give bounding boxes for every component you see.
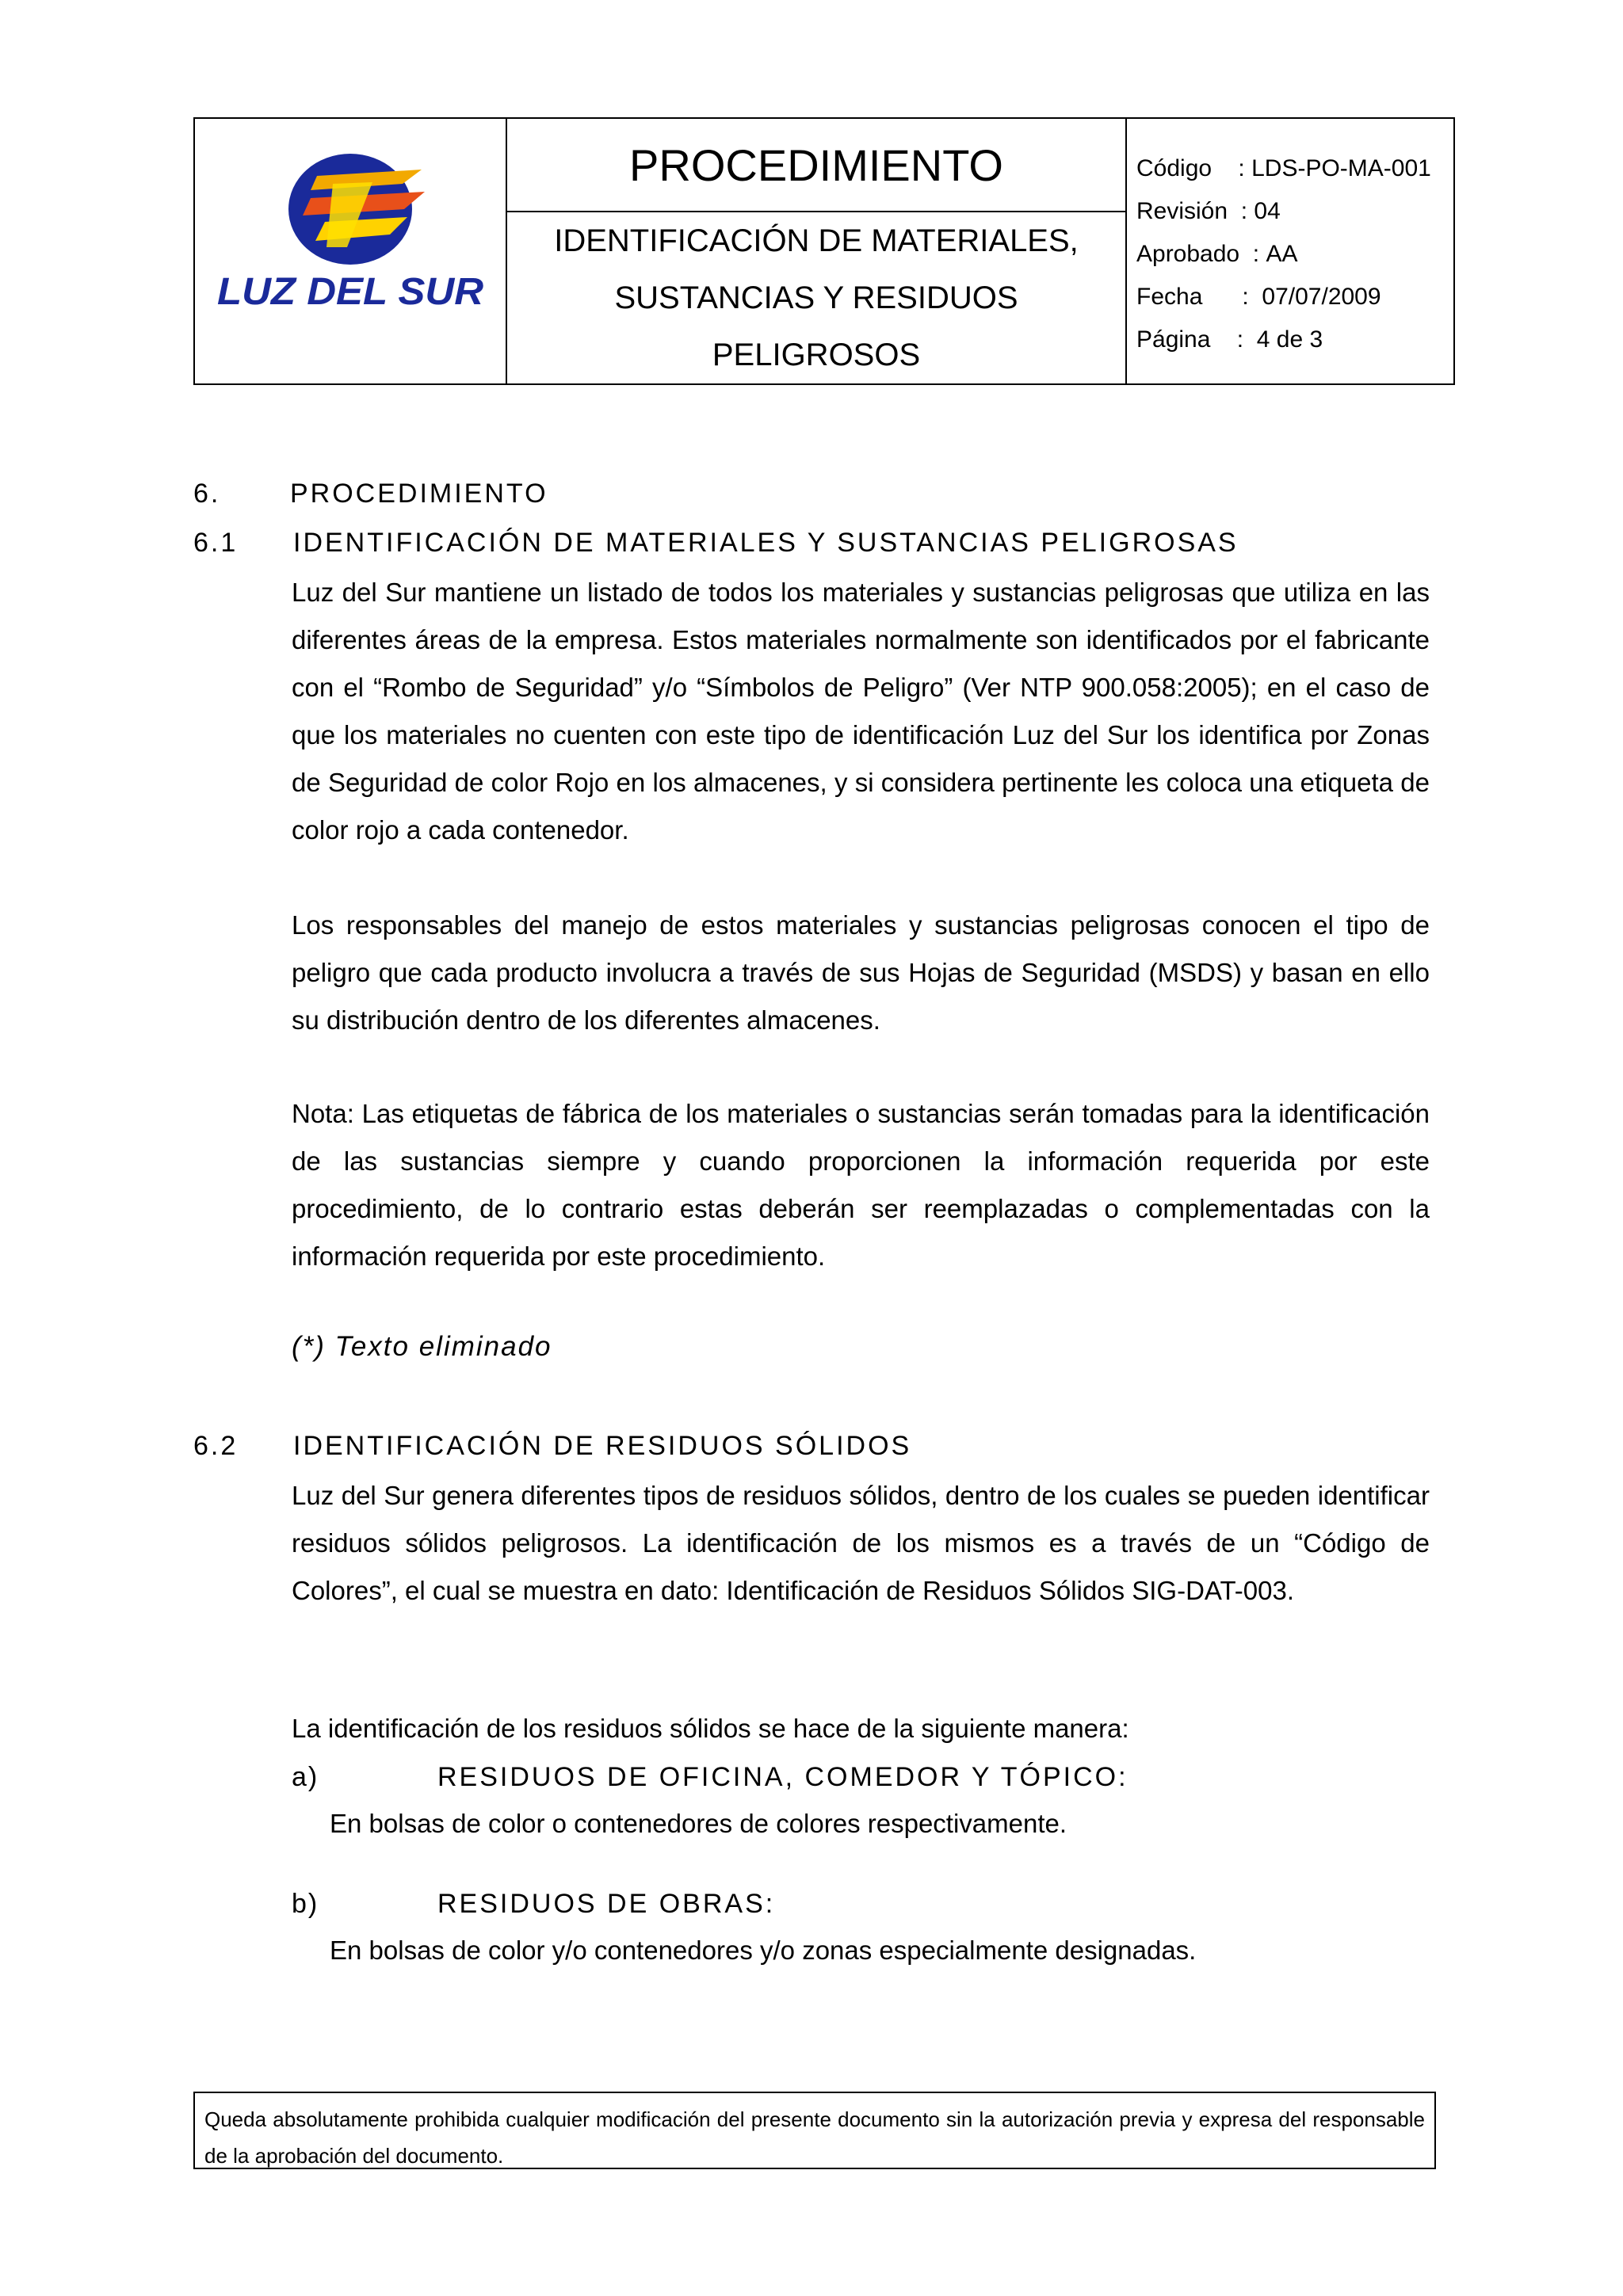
section-title: PROCEDIMIENTO xyxy=(290,479,548,509)
document-title-line-2: SUSTANCIAS Y RESIDUOS xyxy=(614,280,1018,315)
paragraph: Nota: Las etiquetas de fábrica de los materiales o sustancias serán tomadas para la identificación de las sustancias siempre y cuando proporcionen la información requerida por este procedimiento, de lo contrario estas deberán ser reemplazadas o complementadas con la información requerida por este procedimiento. xyxy=(292,1099,1430,1271)
title-cell xyxy=(507,119,1127,383)
meta-page: Página : 4 de 3 xyxy=(1136,326,1323,353)
removed-text-note: (*) Texto eliminado xyxy=(292,1331,552,1362)
paragraph: Luz del Sur mantiene un listado de todos los materiales y sustancias peligrosas que utiliza en las diferentes áreas de la empresa. Estos materiales normalmente son identificados por el fabricante con el “Rombo de Seguridad” y/o “Símbolos de Peligro” (Ver NTP 900.058:2005); en el caso de que los materiales no cuenten con este tipo de identificación Luz del Sur los identifica por Zonas de Seguridad de color Rojo en los almacenes, y si considera pertinente les coloca una etiqueta de color rojo a cada contenedor. xyxy=(292,578,1430,845)
luz-del-sur-logo xyxy=(214,136,491,374)
section-number: 6.1 xyxy=(193,528,239,558)
meta-date: Fecha : 07/07/2009 xyxy=(1136,284,1381,310)
legal-footer: Queda absolutamente prohibida cualquier modificación del presente documento sin la autorización previa y expresa del responsable de la aprobación del documento. xyxy=(193,2092,1436,2169)
document-header xyxy=(193,117,1455,385)
list-item-text: En bolsas de color o contenedores de colores respectivamente. xyxy=(330,1809,1067,1838)
document-title-line-1: IDENTIFICACIÓN DE MATERIALES, xyxy=(554,223,1079,258)
list-item-label: a) xyxy=(292,1762,319,1792)
brand-wordmark: LUZ DEL SUR xyxy=(217,271,484,313)
list-item-text: En bolsas de color y/o contenedores y/o zonas especialmente designadas. xyxy=(330,1936,1197,1965)
paragraph: Los responsables del manejo de estos materiales y sustancias peligrosas conocen el tipo de peligro que cada producto involucra a través de sus Hojas de Seguridad (MSDS) y basan en ello su distribución dentro de los diferentes almacenes. xyxy=(292,910,1430,1035)
section-title: IDENTIFICACIÓN DE MATERIALES Y SUSTANCIAS PELIGROSAS xyxy=(293,528,1239,558)
paragraph: Luz del Sur genera diferentes tipos de residuos sólidos, dentro de los cuales se pueden identificar residuos sólidos peligrosos. La identificación de los mismos es a través de un “Código de Colores”, el cual se muestra en dato: Identificación de Residuos Sólidos SIG-DAT-003. xyxy=(292,1481,1430,1605)
document-title-line-3: PELIGROSOS xyxy=(712,338,921,372)
list-item-label: b) xyxy=(292,1889,319,1919)
document-metadata xyxy=(1127,119,1453,383)
paragraph: La identificación de los residuos sólidos se hace de la siguiente manera: xyxy=(292,1714,1129,1743)
section-number: 6. xyxy=(193,479,221,509)
logo-cell xyxy=(195,119,507,383)
meta-approved: Aprobado : AA xyxy=(1136,241,1298,267)
section-number: 6.2 xyxy=(193,1431,239,1461)
document-title xyxy=(507,212,1125,383)
list-item-title: RESIDUOS DE OFICINA, COMEDOR Y TÓPICO: xyxy=(437,1762,1128,1792)
section-title: IDENTIFICACIÓN DE RESIDUOS SÓLIDOS xyxy=(293,1431,912,1461)
list-item-title: RESIDUOS DE OBRAS: xyxy=(437,1889,776,1919)
meta-code: Código : LDS-PO-MA-001 xyxy=(1136,155,1431,181)
document-type: PROCEDIMIENTO xyxy=(507,119,1125,212)
meta-revision: Revisión : 04 xyxy=(1136,198,1281,224)
